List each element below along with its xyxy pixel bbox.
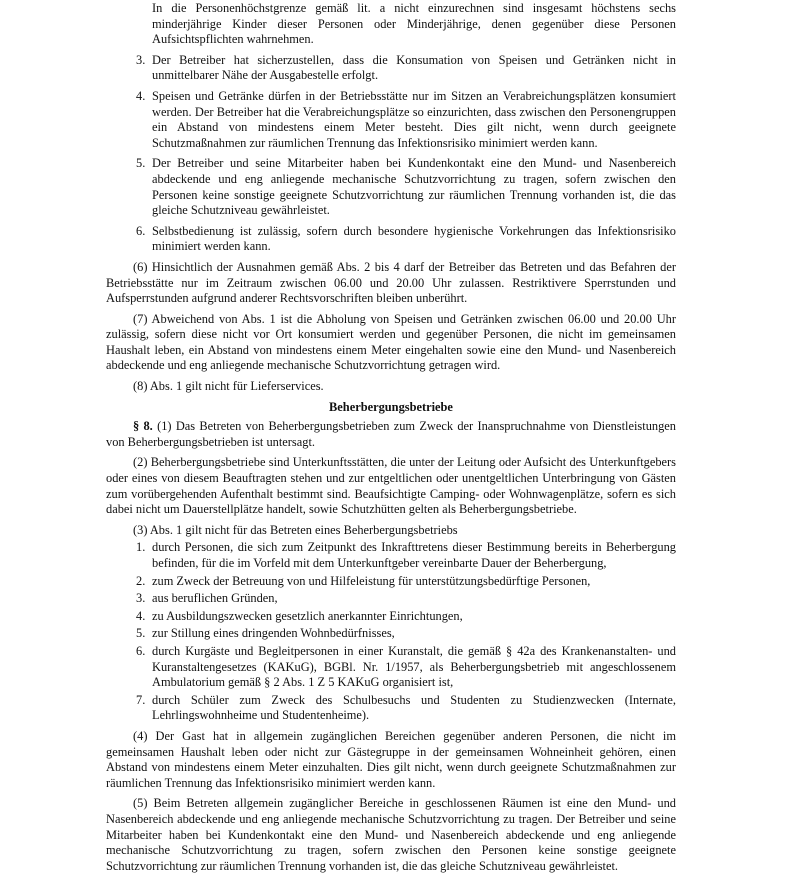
list-item-number: 6. [136, 643, 146, 658]
list-item [106, 53, 676, 84]
list-item-text: durch Personen, die sich zum Zeitpunkt des Inkrafttretens dieser Bestimmung bereits in Beherbergung befinden, für die im Vorfeld mit dem Unterkunftgeber vereinbarte Dauer der Beherbergung, [152, 540, 676, 570]
paragraph-8-2: (2) Beherbergungsbetriebe sind Unterkunftsstätten, die unter der Leitung oder Aufsicht des Unterkunftgebers oder eines von diesem Beauftragten stehen und zur entgeltlichen oder unentgeltlichen Unterbringung von Gästen zum vorübergehenden Aufenthalt bestimmt sind. Beaufsichtigte Camping- oder Wohnwagenplätze, sofern es sich dabei nicht um Dauerstellplätze handelt, sowie Schutzhütten gelten als Beherbergungsbetriebe. [106, 455, 676, 517]
list-item-number: 3. [136, 52, 146, 67]
list-item-text: zum Zweck der Betreuung von und Hilfeleistung für unterstützungsbedürftige Personen, [152, 573, 591, 588]
list-item [106, 89, 676, 151]
list-item-text: Der Betreiber hat sicherzustellen, dass die Konsumation von Speisen und Getränken nicht in unmittelbarer Nähe der Ausgabestelle erfolgt. [152, 52, 676, 83]
list-item-text: aus beruflichen Gründen, [152, 591, 278, 606]
list-item-number: 5. [136, 626, 146, 641]
list-item-number: 1. [136, 540, 146, 555]
paragraph-7-7: (7) Abweichend von Abs. 1 ist die Abholung von Speisen und Getränken zwischen 06.00 und 20.00 Uhr zulässig, sofern diese nicht vor Ort konsumiert werden und gegenüber Personen, die nicht im gemeinsamen Haushalt leben, ein Abstand von mindestens einem Meter eingehalten sowie eine den Mund- und Nasenbereich abdeckende und eng anliegende mechanische Schutzvorrichtung getragen wird. [106, 311, 676, 373]
paragraph-8-5: (5) Beim Betreten allgemein zugänglicher Bereiche in geschlossenen Räumen ist eine den Mund- und Nasenbereich abdeckende und eng anliegende mechanische Schutzvorrichtung zu tragen. Der Betreiber und seine Mitarbeiter haben bei Kundenkontakt eine den Mund- und Nasenbereich abdeckende und eng anliegende mechanische Schutzvorrichtung zu tragen, sofern zwischen den Personen keine sonstige geeignete Schutzvorrichtung zur räumlichen Trennung vorhanden ist, die das gleiche Schutzniveau gewährleistet. [106, 796, 676, 873]
list-item-text: durch Kurgäste und Begleitpersonen in einer Kuranstalt, die gemäß § 42a des Krankenanstalten- und Kuranstaltengesetzes (KAKuG), BGBl. Nr. 1/1957, als Beherbergungsbetrieb mit angeschlossenem Ambulatorium gemäß § 2 Abs. 1 Z 5 KAKuG organisiert ist, [152, 643, 676, 690]
list-item-number: 5. [136, 156, 146, 171]
list-item [106, 224, 676, 255]
list-item [106, 574, 676, 590]
list-item [106, 644, 676, 691]
list-item-text: Selbstbedienung ist zulässig, sofern durch besondere hygienische Vorkehrungen das Infektionsrisiko minimiert werden kann. [152, 223, 676, 254]
section-sign: § 8. [133, 419, 153, 434]
list-item-text: durch Schüler zum Zweck des Schulbesuchs und Studenten zu Studienzwecken (Internate, Lehrlingswohnheime und Studentenheime). [152, 692, 676, 723]
section-heading: Beherbergungsbetriebe [329, 399, 453, 414]
list-item-text: Speisen und Getränke dürfen in der Betriebsstätte nur im Sitzen an Verabreichungsplätzen konsumiert werden. Der Betreiber hat die Verabreichungsplätze so einzurichten, dass zwischen den Personengruppen ein Abstand von mindestens einem Meter besteht. Dies gilt nicht, wenn durch geeignete Schutzmaßnahmen zur räumlichen Trennung das Infektionsrisiko minimiert werden kann. [152, 88, 676, 150]
list-item-number: 6. [136, 223, 146, 238]
text-column [106, 1, 676, 879]
paragraph-7-6: (6) Hinsichtlich der Ausnahmen gemäß Abs. 2 bis 4 darf der Betreiber das Betreten und das Befahren der Betriebsstätte nur im Zeitraum zwischen 06.00 und 20.00 Uhr zulassen. Restriktivere Sperrstunden und Aufsperrstunden aufgrund anderer Rechtsvorschriften bleiben unberührt. [106, 259, 676, 306]
list-item-number: 3. [136, 591, 146, 606]
list-item [106, 693, 676, 724]
list-item-number: 4. [136, 88, 146, 103]
paragraph-7-8: (8) Abs. 1 gilt nicht für Lieferservices. [133, 379, 324, 394]
list-item [106, 626, 676, 642]
list-item-number: 7. [136, 692, 146, 707]
lead-fragment: In die Personenhöchstgrenze gemäß lit. a nicht einzurechnen sind insgesamt höchstens sechs minderjährige Kinder dieser Personen oder Minderjährige, denen gegenüber diese Personen Aufsichtspflichten wahrnehmen. [152, 1, 676, 47]
list-item [106, 591, 676, 607]
list-item [106, 540, 676, 571]
list-item [106, 609, 676, 625]
paragraph-text: (1) Das Betreten von Beherbergungsbetrieben zum Zweck der Inanspruchnahme von Dienstleistungen von Beherbergungsbetrieben ist untersagt. [106, 419, 676, 449]
list-item-text: zu Ausbildungszwecken gesetzlich anerkannter Einrichtungen, [152, 608, 463, 623]
list-item [106, 156, 676, 218]
list-item-text: zur Stillung eines dringenden Wohnbedürfnisses, [152, 626, 395, 641]
list-item-number: 2. [136, 573, 146, 588]
paragraph-8-4: (4) Der Gast hat in allgemein zugänglichen Bereichen gegenüber anderen Personen, die nicht im gemeinsamen Haushalt leben oder nicht zur Gästegruppe in der gemeinsamen Wohneinheit gehören, einen Abstand von mindestens einem Meter einzuhalten. Dies gilt nicht, wenn durch geeignete Schutzmaßnahmen zur räumlichen Trennung das Infektionsrisiko minimiert werden kann. [106, 728, 676, 790]
list-item-text: Der Betreiber und seine Mitarbeiter haben bei Kundenkontakt eine den Mund- und Nasenbereich abdeckende und eng anliegende mechanische Schutzvorrichtung zu tragen, sofern zwischen den Personen keine sonstige geeignete Schutzvorrichtung zur räumlichen Trennung vorhanden ist, die das gleiche Schutzniveau gewährleistet. [152, 156, 676, 218]
list-item-number: 4. [136, 608, 146, 623]
paragraph-8-3: (3) Abs. 1 gilt nicht für das Betreten eines Beherbergungsbetriebs [133, 522, 458, 537]
paragraph-8-1 [106, 419, 676, 450]
